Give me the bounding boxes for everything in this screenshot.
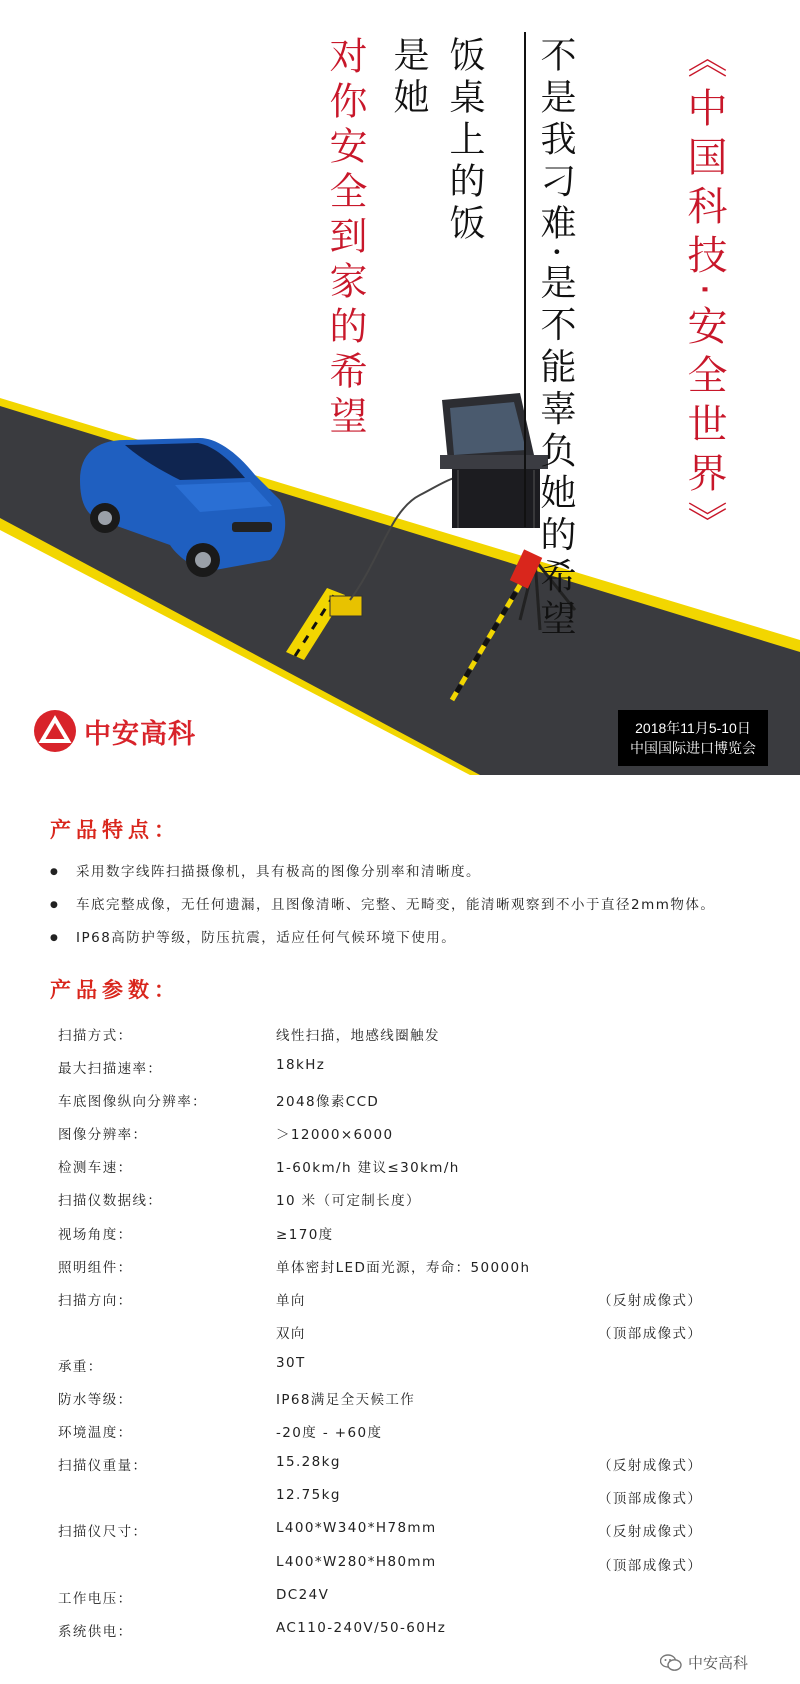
divider-line [524, 32, 526, 527]
param-value: 15.28kg [276, 1454, 341, 1471]
param-value: 双向 [276, 1325, 306, 1342]
param-label: 图像分辨率： [58, 1127, 148, 1144]
param-value: IP68满足全天候工作 [276, 1392, 416, 1409]
param-row [58, 1355, 718, 1388]
expo-badge [618, 710, 768, 766]
param-value: ＞12000×6000 [276, 1127, 394, 1144]
param-value: L400*W280*H80mm [276, 1553, 437, 1570]
param-label: 扫描方式： [58, 1028, 133, 1044]
params-title: 产品参数： [50, 978, 180, 1002]
param-label: 视场角度： [58, 1226, 133, 1243]
param-label: 扫描仪数据线： [58, 1193, 163, 1210]
param-row [58, 1421, 718, 1454]
hero-banner [0, 0, 800, 790]
param-label: 扫描仪尺寸： [58, 1524, 148, 1541]
param-value: DC24V [276, 1586, 330, 1603]
param-value: 1-60km/h 建议≤30km/h [276, 1160, 460, 1177]
expo-name: 中国国际进口博览会 [630, 740, 756, 756]
watermark-text: 中安高科 [688, 1654, 749, 1672]
param-value: 单向 [276, 1292, 306, 1309]
company-logo [32, 708, 196, 754]
poem-column-3: 饭桌上的饭 [444, 36, 485, 246]
param-label: 扫描方向： [58, 1292, 133, 1309]
company-name: 中安高科 [84, 718, 196, 750]
watermark [660, 1652, 748, 1673]
param-note: （顶部成像式） [598, 1325, 703, 1342]
param-row [58, 1090, 718, 1123]
param-label: 检测车速： [58, 1160, 133, 1177]
wechat-icon [660, 1654, 682, 1672]
param-value: -20度 - +60度 [276, 1425, 383, 1442]
param-label: 扫描仪重量： [58, 1458, 148, 1475]
param-row [58, 1322, 718, 1355]
param-row [58, 1454, 718, 1487]
param-row [58, 1554, 718, 1587]
param-label: 环境温度： [58, 1425, 133, 1442]
param-label: 工作电压： [58, 1590, 133, 1607]
param-label: 防水等级： [58, 1392, 133, 1409]
param-row [58, 1057, 718, 1090]
param-label: 照明组件： [58, 1259, 133, 1276]
param-label: 最大扫描速率： [58, 1061, 163, 1078]
param-value: 2048像素CCD [276, 1094, 380, 1111]
control-case [440, 393, 548, 528]
slogan: 《中国科技·安全世界》 [681, 38, 727, 550]
param-row [58, 1024, 718, 1057]
param-note: （顶部成像式） [598, 1491, 703, 1508]
param-row [58, 1189, 718, 1222]
param-note: （反射成像式） [598, 1292, 703, 1309]
param-value: AC110-240V/50-60Hz [276, 1619, 447, 1636]
param-row [58, 1256, 718, 1289]
param-label: 车底图像纵向分辨率： [58, 1094, 207, 1111]
param-value: 12.75kg [276, 1487, 341, 1504]
expo-date: 2018年11月5-10日 [635, 719, 751, 736]
param-note: （反射成像式） [598, 1524, 703, 1541]
features-title: 产品特点： [50, 818, 180, 842]
param-note: （反射成像式） [598, 1458, 703, 1475]
param-value: 单体密封LED面光源，寿命：50000h [276, 1259, 531, 1276]
param-value: ≥170度 [276, 1226, 334, 1243]
param-label: 系统供电： [58, 1623, 133, 1640]
param-label: 承重： [58, 1358, 103, 1375]
param-value: 30T [276, 1354, 306, 1371]
param-row [58, 1487, 718, 1520]
params-table [58, 1024, 718, 1653]
feature-item: ● 车底完整成像，无任何遗漏，且图像清晰、完整、无畸变，能清晰观察到不小于直径2mm物体。 [50, 889, 790, 922]
param-note: （顶部成像式） [598, 1557, 703, 1574]
param-value: 18kHz [276, 1057, 326, 1074]
param-value: 10 米（可定制长度） [276, 1193, 421, 1210]
param-row [58, 1289, 718, 1322]
param-row [58, 1520, 718, 1553]
feature-list [50, 856, 790, 955]
param-row [58, 1587, 718, 1620]
poem-column-4: 不是我刁难·是不能辜负她的希望 [535, 36, 576, 642]
param-row [58, 1123, 718, 1156]
param-value: 线性扫描，地感线圈触发 [276, 1028, 440, 1044]
poem-column-2: 是她 [388, 36, 429, 120]
feature-item: ● 采用数字线阵扫描摄像机，具有极高的图像分别率和清晰度。 [50, 856, 790, 889]
poem-column-1: 对你安全到家的希望 [323, 36, 367, 441]
param-row [58, 1620, 718, 1653]
feature-item: ● IP68高防护等级，防压抗震，适应任何气候环境下使用。 [50, 922, 790, 955]
param-value: L400*W340*H78mm [276, 1520, 437, 1537]
param-row [58, 1388, 718, 1421]
company-logo-icon [32, 708, 78, 754]
param-row [58, 1156, 718, 1189]
param-row [58, 1223, 718, 1256]
